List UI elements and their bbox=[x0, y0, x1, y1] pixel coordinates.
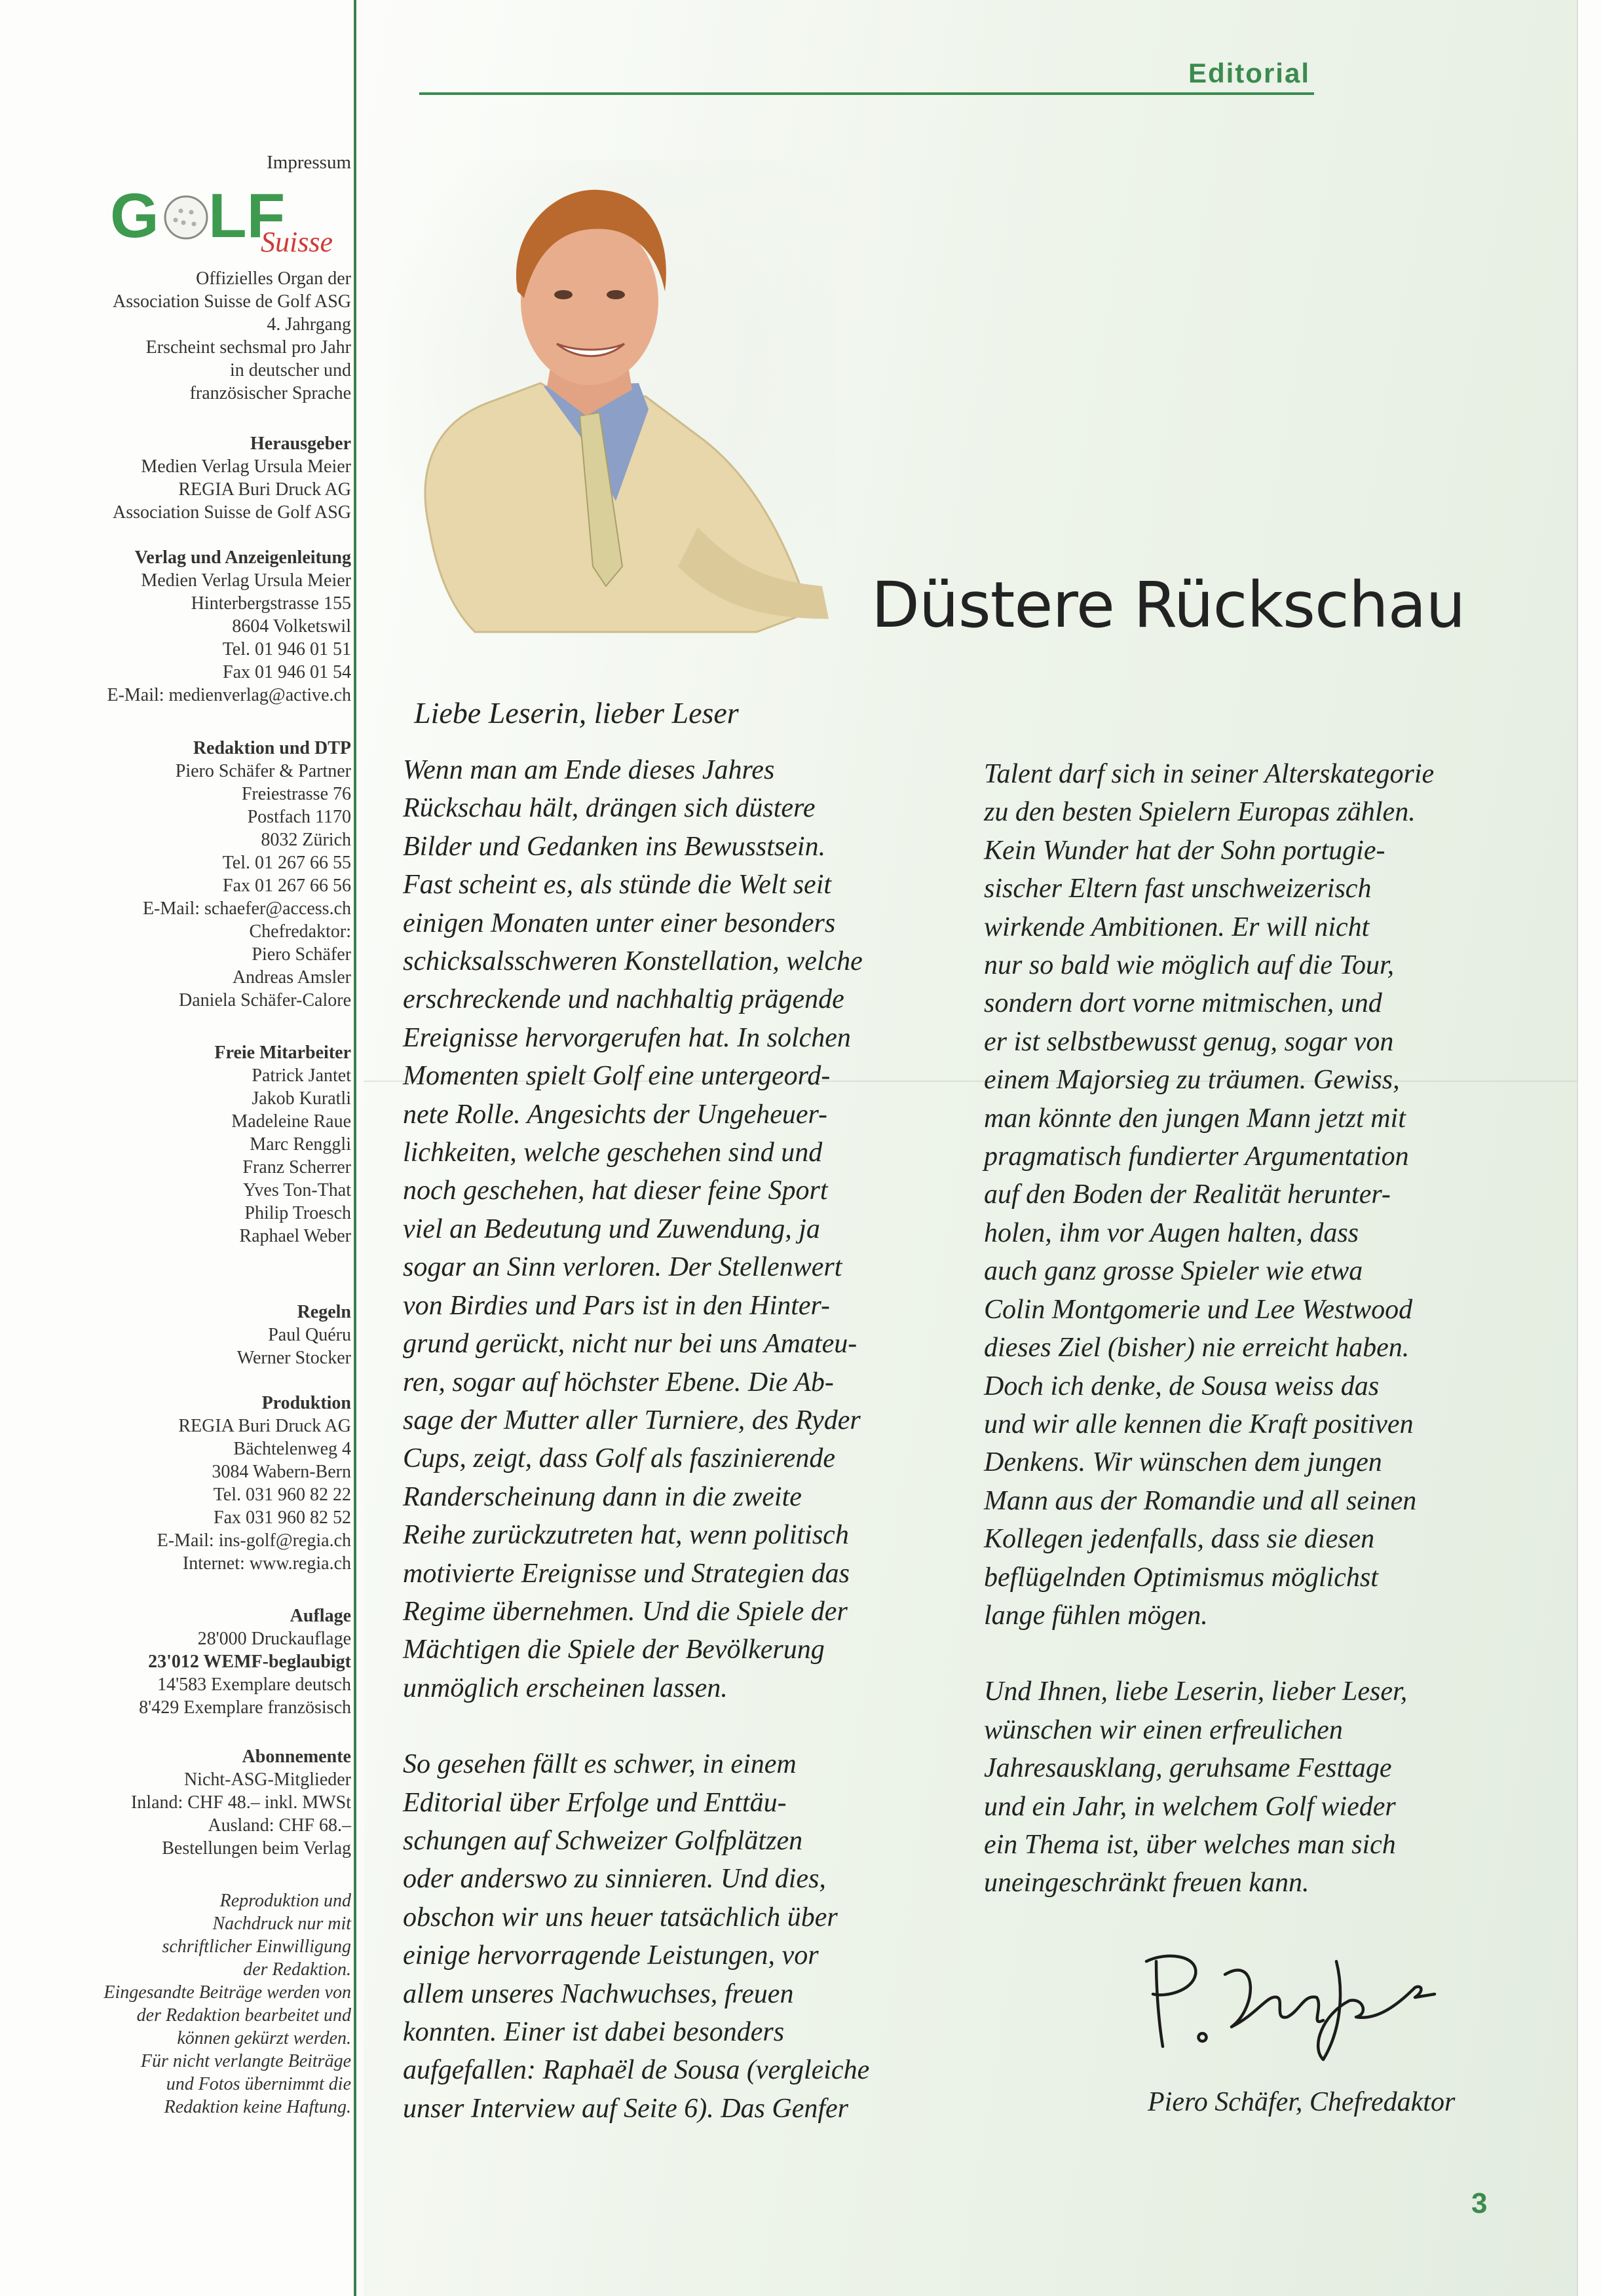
article-line: viel an Bedeutung und Zuwendung, ja bbox=[403, 1213, 820, 1244]
impressum-line: Für nicht verlangte Beiträge bbox=[140, 2051, 351, 2071]
article-line: Doch ich denke, de Sousa weiss das bbox=[984, 1371, 1380, 1401]
article-line: obschon wir uns heuer tatsächlich über bbox=[403, 1902, 838, 1933]
article-line: zu den besten Spielern Europas zählen. bbox=[984, 797, 1416, 828]
article-line: dieses Ziel (bisher) nie erreicht haben. bbox=[984, 1333, 1410, 1363]
article-line: pragmatisch fundierter Argumentation bbox=[984, 1141, 1409, 1172]
impressum-line: 8032 Zürich bbox=[261, 830, 351, 850]
impressum-line: Inland: CHF 48.– inkl. MWSt bbox=[130, 1792, 351, 1813]
article-line: konnten. Einer ist dabei besonders bbox=[403, 2017, 785, 2047]
impressum-block bbox=[10, 1745, 351, 1860]
article-line: Fast scheint es, als stünde die Welt seit bbox=[403, 870, 832, 900]
impressum-line: der Redaktion. bbox=[243, 1959, 351, 1980]
impressum-line: Nachdruck nur mit bbox=[212, 1914, 351, 1934]
page-number: 3 bbox=[1471, 2187, 1488, 2219]
impressum-line: Piero Schäfer bbox=[252, 944, 351, 965]
impressum-line: Jakob Kuratli bbox=[252, 1088, 351, 1109]
impressum-line: in deutscher und bbox=[229, 360, 351, 380]
impressum-line: Erscheint sechsmal pro Jahr bbox=[145, 337, 351, 358]
article-line: ein Thema ist, über welches man sich bbox=[984, 1829, 1396, 1860]
impressum-heading: Freie Mitarbeiter bbox=[214, 1043, 351, 1063]
impressum-line: Bestellungen beim Verlag bbox=[162, 1838, 351, 1859]
impressum-line: und Fotos übernimmt die bbox=[166, 2074, 351, 2094]
impressum-heading: Verlag und Anzeigenleitung bbox=[134, 547, 351, 568]
impressum-block bbox=[10, 1041, 351, 1248]
author-portrait bbox=[390, 160, 835, 639]
article-line: Randerscheinung dann in die zweite bbox=[403, 1481, 802, 1512]
article-line: uneingeschränkt freuen kann. bbox=[984, 1868, 1309, 1898]
logo-suisse-text: Suisse bbox=[261, 226, 333, 255]
impressum-line: Postfach 1170 bbox=[247, 807, 351, 827]
article-line: unser Interview auf Seite 6). Das Genfer bbox=[403, 2093, 849, 2124]
article-line: allem unseres Nachwuchses, freuen bbox=[403, 1978, 794, 2009]
article-line: einem Majorsieg zu träumen. Gewiss, bbox=[984, 1065, 1400, 1096]
article-line: nete Rolle. Angesichts der Ungeheuer- bbox=[403, 1099, 828, 1130]
impressum-heading: Abonnemente bbox=[242, 1747, 351, 1767]
impressum-line: 23'012 WEMF-beglaubigt bbox=[148, 1652, 351, 1672]
impressum-heading: Produktion bbox=[261, 1393, 351, 1413]
article-line: auf den Boden der Realität herunter- bbox=[984, 1179, 1391, 1210]
impressum-line: Medien Verlag Ursula Meier bbox=[141, 570, 351, 591]
article-column-1 bbox=[403, 751, 869, 2128]
impressum-line: Fax 031 960 82 52 bbox=[214, 1508, 351, 1528]
impressum-block bbox=[10, 432, 351, 524]
impressum-block bbox=[10, 546, 351, 707]
page-edge bbox=[1577, 0, 1601, 2296]
impressum-line: Bächtelenweg 4 bbox=[233, 1439, 351, 1459]
impressum-line: E-Mail: medienverlag@active.ch bbox=[107, 685, 351, 705]
article-line: Und Ihnen, liebe Leserin, lieber Leser, bbox=[984, 1676, 1408, 1707]
article-line: Talent darf sich in seiner Alterskategorie bbox=[984, 759, 1435, 789]
impressum-block bbox=[10, 1889, 351, 2119]
impressum-heading: Regeln bbox=[297, 1302, 351, 1322]
impressum-line: 8'429 Exemplare französisch bbox=[139, 1697, 351, 1718]
article-line: wirkende Ambitionen. Er will nicht bbox=[984, 912, 1370, 942]
impressum-line: 14'583 Exemplare deutsch bbox=[157, 1675, 351, 1695]
impressum-line: 8604 Volketswil bbox=[232, 616, 351, 637]
impressum-block bbox=[10, 1301, 351, 1369]
signature-name: Piero Schäfer, Chefredaktor bbox=[1148, 2087, 1456, 2117]
impressum-line: der Redaktion bearbeitet und bbox=[136, 2005, 351, 2026]
sidebar-divider bbox=[354, 0, 356, 2296]
article-line: von Birdies und Pars ist in den Hinter- bbox=[403, 1290, 831, 1321]
article-line bbox=[984, 1635, 1434, 1673]
impressum-line: REGIA Buri Druck AG bbox=[178, 479, 351, 500]
impressum-line: Eingesandte Beiträge werden von bbox=[104, 1982, 351, 2003]
impressum-line: Tel. 01 946 01 51 bbox=[222, 639, 351, 659]
section-label: Editorial bbox=[1188, 58, 1310, 88]
article-line: wünschen wir einen erfreulichen bbox=[984, 1714, 1343, 1745]
article-line: auch ganz grosse Spieler wie etwa bbox=[984, 1256, 1363, 1287]
impressum-line: Philip Troesch bbox=[244, 1203, 351, 1223]
article-line: Mann aus der Romandie und all seinen bbox=[984, 1485, 1417, 1516]
impressum-line: Tel. 01 267 66 55 bbox=[222, 853, 351, 873]
impressum-line: Daniela Schäfer-Calore bbox=[179, 990, 351, 1010]
article-line: holen, ihm vor Augen halten, dass bbox=[984, 1217, 1359, 1248]
impressum-block bbox=[10, 1604, 351, 1719]
article-line: Jahresausklang, geruhsame Festtage bbox=[984, 1753, 1392, 1784]
article-line: einige hervorragende Leistungen, vor bbox=[403, 1940, 819, 1971]
article-line: lichkeiten, welche geschehen sind und bbox=[403, 1138, 823, 1168]
article-line: ren, sogar auf höchster Ebene. Die Ab- bbox=[403, 1367, 834, 1398]
impressum-line: Yves Ton-That bbox=[242, 1180, 351, 1200]
article-line: schungen auf Schweizer Golfplätzen bbox=[403, 1825, 803, 1856]
impressum-line: Offizielles Organ der bbox=[196, 268, 351, 289]
impressum-line: Reproduktion und bbox=[219, 1891, 351, 1911]
impressum-heading: Auflage bbox=[290, 1606, 351, 1626]
impressum-line: E-Mail: ins-golf@regia.ch bbox=[157, 1530, 351, 1551]
article-line: grund gerückt, nicht nur bei uns Amateu- bbox=[403, 1329, 857, 1360]
impressum-line: französischer Sprache bbox=[189, 383, 351, 403]
impressum-line: Raphael Weber bbox=[239, 1226, 351, 1246]
impressum-line: Tel. 031 960 82 22 bbox=[213, 1485, 351, 1505]
article-line: Momenten spielt Golf eine untergeord- bbox=[403, 1061, 831, 1092]
impressum-line: Fax 01 267 66 56 bbox=[223, 876, 351, 896]
article-line: er ist selbstbewusst genug, sogar von bbox=[984, 1026, 1394, 1057]
impressum-line: 3084 Wabern-Bern bbox=[212, 1462, 351, 1482]
impressum-line: Paul Quéru bbox=[268, 1325, 351, 1345]
article-line: So gesehen fällt es schwer, in einem bbox=[403, 1749, 797, 1780]
article-line: und ein Jahr, in welchem Golf wieder bbox=[984, 1791, 1396, 1822]
headline: Düstere Rückschau bbox=[871, 568, 1465, 642]
greeting: Liebe Leserin, lieber Leser bbox=[414, 696, 739, 730]
article-line: Denkens. Wir wünschen dem jungen bbox=[984, 1447, 1382, 1478]
article-line: Colin Montgomerie und Lee Westwood bbox=[984, 1294, 1413, 1325]
article-line: Kollegen jedenfalls, dass sie diesen bbox=[984, 1524, 1375, 1555]
article-line: lange fühlen mögen. bbox=[984, 1600, 1208, 1631]
impressum-block bbox=[10, 737, 351, 1012]
impressum-heading: Redaktion und DTP bbox=[193, 738, 351, 758]
article-line bbox=[403, 1707, 869, 1745]
impressum-line: Werner Stocker bbox=[236, 1348, 351, 1368]
handwritten-signature bbox=[1127, 1935, 1454, 2066]
impressum-title: Impressum bbox=[267, 152, 351, 173]
article-column-2 bbox=[984, 755, 1434, 1902]
impressum-sidebar bbox=[0, 0, 354, 2296]
article-line: Bilder und Gedanken ins Bewusstsein. bbox=[403, 831, 826, 862]
golf-ball-icon bbox=[165, 196, 207, 238]
article-line: Reihe zurückzutreten hat, wenn politisch bbox=[403, 1520, 849, 1551]
article-line: erschreckende und nachhaltig prägende bbox=[403, 984, 844, 1015]
article-line: sischer Eltern fast unschweizerisch bbox=[984, 874, 1372, 904]
impressum-line: Association Suisse de Golf ASG bbox=[113, 502, 351, 523]
article-line: einigen Monaten unter einer besonders bbox=[403, 908, 836, 938]
article-line: unmöglich erscheinen lassen. bbox=[403, 1673, 728, 1703]
impressum-line: Chefredaktor: bbox=[249, 921, 351, 942]
impressum-line: können gekürzt werden. bbox=[177, 2028, 351, 2048]
impressum-line: Nicht-ASG-Mitglieder bbox=[183, 1769, 351, 1790]
logo-lf-letters: LF bbox=[208, 183, 286, 251]
impressum-line: Piero Schäfer & Partner bbox=[175, 761, 351, 781]
article-line: nur so bald wie möglich auf die Tour, bbox=[984, 950, 1395, 981]
article-line: Cups, zeigt, dass Golf als faszinierende bbox=[403, 1443, 835, 1474]
header-rule bbox=[419, 92, 1314, 95]
article-line: Ereignisse hervorgerufen hat. In solchen bbox=[403, 1022, 851, 1053]
article-line: Kein Wunder hat der Sohn portugie- bbox=[984, 835, 1385, 866]
article-line: Regime übernehmen. Und die Spiele der bbox=[403, 1596, 848, 1627]
impressum-line: 4. Jahrgang bbox=[267, 314, 351, 335]
article-line: oder anderswo zu sinnieren. Und dies, bbox=[403, 1864, 826, 1895]
article-line: schicksalsschweren Konstellation, welche bbox=[403, 946, 863, 977]
golf-suisse-logo bbox=[110, 183, 352, 255]
impressum-line: Freiestrasse 76 bbox=[241, 784, 351, 804]
impressum-line: schriftlicher Einwilligung bbox=[162, 1936, 351, 1957]
article-line: und wir alle kennen die Kraft positiven bbox=[984, 1409, 1414, 1439]
article-line: Editorial über Erfolge und Enttäu- bbox=[403, 1787, 787, 1818]
impressum-line: Fax 01 946 01 54 bbox=[223, 662, 351, 682]
article-line: aufgefallen: Raphaël de Sousa (vergleiche bbox=[403, 2055, 870, 2086]
impressum-line: Association Suisse de Golf ASG bbox=[113, 291, 351, 312]
article-line: sage der Mutter aller Turniere, des Ryder bbox=[403, 1405, 861, 1435]
logo-g-letter: G bbox=[110, 183, 159, 251]
article-line: sondern dort vorne mitmischen, und bbox=[984, 988, 1382, 1019]
impressum-line: Ausland: CHF 68.– bbox=[208, 1815, 351, 1836]
impressum-block bbox=[10, 1392, 351, 1575]
impressum-line: Internet: www.regia.ch bbox=[182, 1553, 351, 1574]
article-line: motivierte Ereignisse und Strategien das bbox=[403, 1558, 850, 1589]
impressum-block bbox=[10, 267, 351, 405]
impressum-line: Madeleine Raue bbox=[231, 1111, 351, 1132]
impressum-line: Patrick Jantet bbox=[252, 1065, 351, 1086]
impressum-line: Hinterbergstrasse 155 bbox=[191, 593, 351, 614]
impressum-heading: Herausgeber bbox=[250, 434, 351, 454]
impressum-line: Marc Renggli bbox=[250, 1134, 351, 1155]
article-line: Rückschau hält, drängen sich düstere bbox=[403, 793, 816, 824]
impressum-line: Andreas Amsler bbox=[232, 967, 351, 988]
article-line: beflügelnden Optimismus möglichst bbox=[984, 1562, 1378, 1593]
article-line: Mächtigen die Spiele der Bevölkerung bbox=[403, 1635, 825, 1665]
article-line: man könnte den jungen Mann jetzt mit bbox=[984, 1103, 1406, 1134]
impressum-line: E-Mail: schaefer@access.ch bbox=[142, 898, 351, 919]
impressum-line: 28'000 Druckauflage bbox=[197, 1629, 351, 1649]
article-line: Wenn man am Ende dieses Jahres bbox=[403, 755, 775, 785]
impressum-line: Medien Verlag Ursula Meier bbox=[141, 456, 351, 477]
impressum-line: Redaktion keine Haftung. bbox=[164, 2097, 351, 2117]
article-line: noch geschehen, hat dieser feine Sport bbox=[403, 1176, 828, 1206]
article-line: sogar an Sinn verloren. Der Stellenwert bbox=[403, 1252, 842, 1283]
impressum-line: Franz Scherrer bbox=[242, 1157, 351, 1177]
impressum-line: REGIA Buri Druck AG bbox=[178, 1416, 351, 1436]
